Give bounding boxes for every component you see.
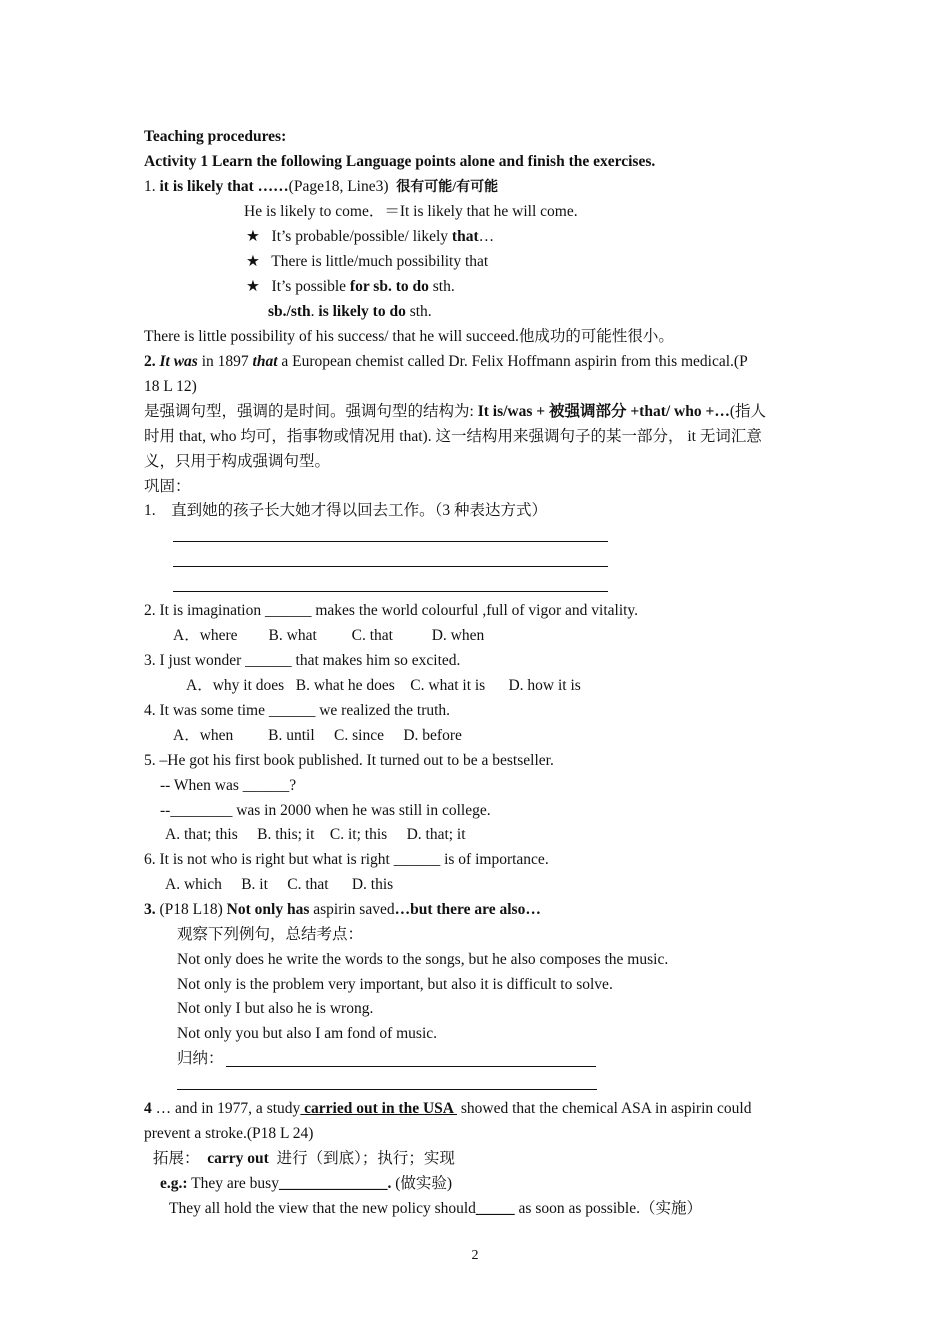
point-2-it-was: It was: [159, 353, 198, 370]
point-1-phrase: it is likely that ……: [159, 178, 289, 195]
eg-2-hint: as soon as possible.（实施）: [514, 1200, 702, 1217]
question-5-options: A. that; this B. this; it C. it; this D. that; it: [165, 826, 466, 843]
activity-title: Activity 1 Learn the following Language points alone and finish the exercises.: [144, 153, 656, 170]
star-2-text: There is little/much possibility that: [271, 253, 489, 270]
point-3-mid: aspirin saved: [309, 901, 395, 918]
point-3-example-1: Not only does he write the words to the songs, but he also composes the music.: [177, 951, 669, 968]
pattern-sep: .: [310, 303, 319, 320]
point-3-title: [144, 900, 541, 920]
pattern-end: sth.: [405, 303, 432, 320]
point-2-title: [144, 352, 748, 372]
point-3-bold-2: …but there are also…: [394, 901, 541, 918]
point-2-explanation-3: 义，只用于构成强调句型。: [144, 453, 331, 470]
star-1-end: …: [478, 228, 495, 245]
point-2-explanation-2: 时用 that, who 均可，指事物或情况用 that). 这一结构用来强调句子的某一部分， it 无词汇意: [144, 428, 762, 445]
point-1-star-1: [246, 227, 494, 247]
point-1-pattern: [268, 302, 432, 322]
point-2-rest: a European chemist called Dr. Felix Hoffmann aspirin from this medical.(P: [277, 353, 748, 370]
point-1-example-2: There is little possibility of his success/ that he will succeed.他成功的可能性很小。: [144, 328, 674, 345]
question-2-options: A．where B. what C. that D. when: [173, 627, 485, 644]
point-1-title: [144, 177, 498, 198]
point-4-a: … and in 1977, a study: [151, 1100, 301, 1117]
point-4-ref: prevent a stroke.(P18 L 24): [144, 1125, 314, 1142]
star-3-end: sth.: [428, 278, 455, 295]
question-5-line-b: --________ was in 2000 when he was still in college.: [160, 802, 491, 819]
exp-text: 是强调句型，强调的是时间。强调句型的结构为:: [144, 403, 478, 420]
question-3-options: A．why it does B. what he does C. what it is D. how it is: [186, 677, 581, 694]
question-1: 1. 直到她的孩子长大她才得以回去工作。（3 种表达方式）: [144, 502, 548, 519]
question-6-options: A. which B. it C. that D. this: [165, 876, 394, 893]
star-3-bold: for sb. to do: [349, 278, 429, 295]
point-3-num: 3.: [144, 901, 156, 918]
point-4-underlined: carried out in the USA: [300, 1100, 457, 1117]
star-1-bold: that: [451, 228, 479, 245]
eg-1-blank[interactable]: ______________.: [278, 1175, 392, 1192]
ext-phrase: carry out: [207, 1150, 269, 1167]
point-1-example: He is likely to come．＝It is likely that he will come.: [244, 203, 578, 220]
point-1-ref: (Page18, Line3): [288, 178, 397, 195]
eg-2-blank[interactable]: _____: [475, 1200, 515, 1217]
point-4-num: 4: [144, 1100, 152, 1117]
point-4-title: [144, 1099, 751, 1119]
point-4-example-1: [160, 1174, 452, 1194]
star-icon: ★: [246, 253, 260, 270]
eg-1-hint: (做实验): [391, 1175, 453, 1192]
eg-2-text: They all hold the view that the new policy should: [169, 1200, 476, 1217]
star-1-text: It’s probable/possible/ likely: [271, 228, 452, 245]
point-4-extension: [153, 1149, 455, 1169]
point-2-explanation-1: [144, 402, 766, 422]
eg-1-text: They are busy: [187, 1175, 279, 1192]
point-2-that: that: [252, 353, 278, 370]
exp-end: (指人: [729, 403, 766, 420]
point-1-star-3: [246, 277, 455, 297]
point-2-mid: in 1897: [197, 353, 253, 370]
consolidate-label: 巩固：: [144, 478, 191, 495]
point-3-bold-1: Not only has: [226, 901, 310, 918]
point-2-ref: 18 L 12): [144, 378, 197, 395]
question-4-options: A．when B. until C. since D. before: [173, 727, 462, 744]
answer-line-1[interactable]: [173, 541, 608, 542]
point-3-example-2: Not only is the problem very important, but also it is difficult to solve.: [177, 976, 613, 993]
star-3-text: It’s possible: [271, 278, 350, 295]
question-3: 3. I just wonder ______ that makes him so excited.: [144, 652, 461, 669]
point-3-example-4: Not only you but also I am fond of music.: [177, 1025, 438, 1042]
point-3-summary-label: 归纳：: [177, 1050, 224, 1067]
ext-label: 拓展：: [153, 1150, 208, 1167]
point-1-num: 1.: [144, 178, 160, 195]
summary-line-2[interactable]: [177, 1089, 597, 1090]
point-3-ref: (P18 L18): [155, 901, 227, 918]
exp-structure: It is/was + 被强调部分 +that/ who +…: [477, 403, 730, 420]
answer-line-3[interactable]: [173, 591, 608, 592]
ext-meaning: 进行（到底）；执行；实现: [268, 1150, 455, 1167]
point-3-observe: 观察下列例句，总结考点：: [177, 926, 364, 943]
pattern-subject: sb./sth: [268, 303, 311, 320]
page-number: 2: [471, 1248, 479, 1263]
eg-label: e.g.:: [160, 1175, 188, 1192]
summary-line-1[interactable]: [226, 1066, 596, 1067]
question-2: 2. It is imagination ______ makes the world colourful ,full of vigor and vitality.: [144, 602, 639, 619]
point-1-star-2: [246, 252, 488, 272]
point-3-example-3: Not only I but also he is wrong.: [177, 1000, 374, 1017]
question-5: 5. –He got his first book published. It turned out to be a bestseller.: [144, 752, 554, 769]
star-icon: ★: [246, 228, 260, 245]
star-icon: ★: [246, 278, 260, 295]
point-2-num: 2.: [144, 353, 160, 370]
answer-line-2[interactable]: [173, 566, 608, 567]
pattern-bold: is likely to do: [318, 303, 406, 320]
heading: Teaching procedures:: [144, 128, 287, 145]
point-4-example-2: [169, 1199, 702, 1219]
point-4-b: showed that the chemical ASA in aspirin could: [457, 1100, 752, 1117]
question-4: 4. It was some time ______ we realized the truth.: [144, 702, 451, 719]
point-1-cn: 很有可能/有可能: [396, 180, 499, 195]
question-5-line-a: -- When was ______?: [160, 777, 297, 794]
question-6: 6. It is not who is right but what is right ______ is of importance.: [144, 851, 549, 868]
